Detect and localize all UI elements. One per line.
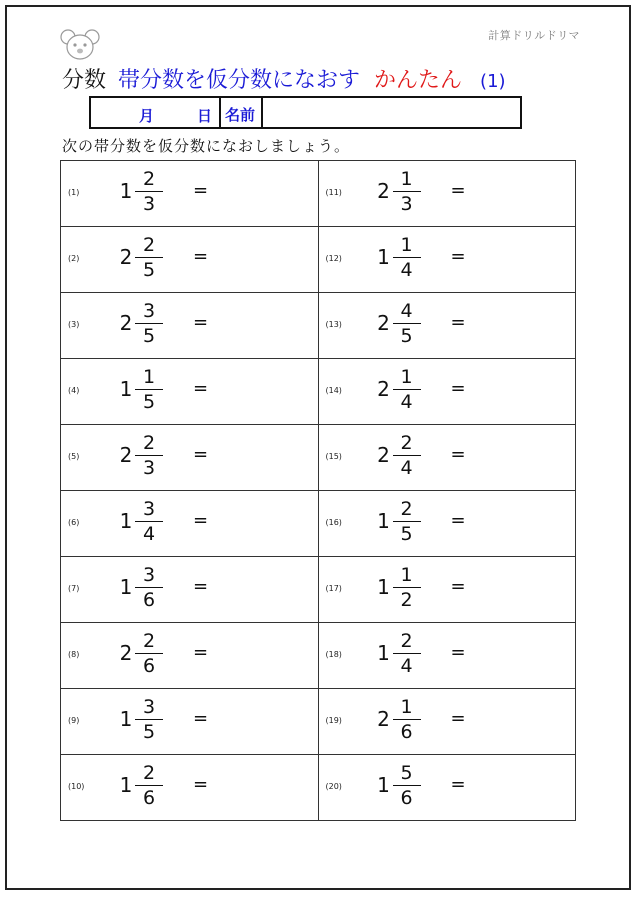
fraction bbox=[393, 498, 421, 545]
whole-number: 2 bbox=[377, 179, 390, 203]
problem-cell[interactable] bbox=[318, 425, 576, 491]
problem-number: (3) bbox=[68, 320, 80, 329]
numerator: 1 bbox=[400, 696, 413, 718]
fraction-bar bbox=[135, 521, 163, 522]
problem-row bbox=[61, 227, 576, 293]
date-name-box bbox=[89, 96, 522, 129]
denominator: 6 bbox=[400, 721, 413, 743]
whole-number: 1 bbox=[119, 179, 133, 203]
whole-number: 2 bbox=[119, 245, 133, 269]
problem-cell[interactable] bbox=[318, 755, 576, 821]
denominator: 5 bbox=[400, 523, 413, 545]
whole-number: 1 bbox=[377, 245, 390, 269]
equals-sign: = bbox=[450, 180, 466, 201]
problem-number: (11) bbox=[325, 188, 342, 197]
whole-number: 2 bbox=[377, 443, 390, 467]
day-label: 日 bbox=[197, 107, 213, 125]
problem-number: (7) bbox=[68, 584, 80, 593]
problem-number: (6) bbox=[68, 518, 80, 527]
fraction-bar bbox=[135, 785, 163, 786]
numerator: 2 bbox=[400, 498, 413, 520]
fraction bbox=[393, 630, 421, 677]
denominator: 3 bbox=[142, 457, 156, 479]
fraction-bar bbox=[135, 587, 163, 588]
whole-number: 1 bbox=[119, 773, 133, 797]
problem-grid bbox=[60, 160, 576, 821]
problem-number: (16) bbox=[325, 518, 342, 527]
problem-number: (8) bbox=[68, 650, 80, 659]
whole-number: 1 bbox=[377, 509, 390, 533]
numerator: 5 bbox=[400, 762, 413, 784]
equals-sign: = bbox=[450, 246, 466, 267]
fraction-bar bbox=[135, 653, 163, 654]
fraction bbox=[393, 366, 421, 413]
equals-sign: = bbox=[193, 774, 209, 795]
whole-number: 2 bbox=[377, 311, 390, 335]
numerator: 1 bbox=[400, 564, 413, 586]
problem-number: (1) bbox=[68, 188, 80, 197]
equals-sign: = bbox=[450, 444, 466, 465]
equals-sign: = bbox=[450, 774, 466, 795]
problem-row bbox=[61, 359, 576, 425]
problem-cell[interactable] bbox=[318, 293, 576, 359]
problem-row bbox=[61, 293, 576, 359]
problem-cell[interactable] bbox=[318, 161, 576, 227]
koala-logo-icon bbox=[60, 28, 100, 62]
title-topic: 帯分数を仮分数になおす bbox=[118, 68, 361, 93]
denominator: 5 bbox=[142, 391, 156, 413]
fraction-bar bbox=[393, 719, 421, 720]
numerator: 1 bbox=[400, 234, 413, 256]
fraction bbox=[393, 432, 421, 479]
whole-number: 2 bbox=[377, 377, 390, 401]
equals-sign: = bbox=[193, 378, 209, 399]
problem-cell[interactable] bbox=[61, 359, 319, 425]
fraction-bar bbox=[135, 719, 163, 720]
equals-sign: = bbox=[193, 642, 209, 663]
name-label: 名前 bbox=[221, 98, 263, 127]
fraction bbox=[135, 168, 163, 215]
fraction-bar bbox=[135, 389, 163, 390]
problem-number: (15) bbox=[325, 452, 342, 461]
numerator: 4 bbox=[400, 300, 413, 322]
problem-cell[interactable] bbox=[318, 359, 576, 425]
numerator: 2 bbox=[400, 432, 413, 454]
denominator: 4 bbox=[142, 523, 156, 545]
fraction-bar bbox=[393, 323, 421, 324]
problem-cell[interactable] bbox=[318, 491, 576, 557]
numerator: 2 bbox=[142, 432, 156, 454]
brand-text: 計算ドリルドリマ bbox=[488, 29, 580, 42]
equals-sign: = bbox=[193, 510, 209, 531]
fraction bbox=[135, 432, 163, 479]
date-field[interactable] bbox=[91, 98, 221, 127]
problem-number: (5) bbox=[68, 452, 80, 461]
problem-row bbox=[61, 623, 576, 689]
fraction bbox=[393, 168, 421, 215]
equals-sign: = bbox=[450, 510, 466, 531]
problem-cell[interactable] bbox=[61, 557, 319, 623]
numerator: 1 bbox=[142, 366, 156, 388]
fraction-bar bbox=[393, 389, 421, 390]
equals-sign: = bbox=[193, 180, 209, 201]
worksheet-title bbox=[62, 63, 506, 93]
problem-cell[interactable] bbox=[61, 755, 319, 821]
problem-row bbox=[61, 425, 576, 491]
fraction-bar bbox=[393, 653, 421, 654]
numerator: 2 bbox=[400, 630, 413, 652]
fraction-bar bbox=[393, 587, 421, 588]
denominator: 6 bbox=[142, 787, 156, 809]
fraction-bar bbox=[135, 323, 163, 324]
problem-row bbox=[61, 689, 576, 755]
equals-sign: = bbox=[450, 576, 466, 597]
problem-number: (17) bbox=[325, 584, 342, 593]
month-label: 月 bbox=[139, 107, 155, 125]
fraction bbox=[393, 234, 421, 281]
numerator: 2 bbox=[142, 234, 156, 256]
problem-cell[interactable] bbox=[61, 161, 319, 227]
numerator: 1 bbox=[400, 168, 413, 190]
problem-number: (13) bbox=[325, 320, 342, 329]
denominator: 5 bbox=[142, 259, 156, 281]
fraction bbox=[393, 300, 421, 347]
numerator: 1 bbox=[400, 366, 413, 388]
problem-number: (9) bbox=[68, 716, 80, 725]
name-field[interactable] bbox=[263, 98, 520, 127]
whole-number: 1 bbox=[119, 509, 133, 533]
problem-number: (2) bbox=[68, 254, 80, 263]
problem-cell[interactable] bbox=[61, 689, 319, 755]
denominator: 3 bbox=[142, 193, 156, 215]
denominator: 5 bbox=[142, 325, 156, 347]
problem-row bbox=[61, 161, 576, 227]
whole-number: 1 bbox=[377, 575, 390, 599]
instruction-text: 次の帯分数を仮分数になおしましょう。 bbox=[62, 137, 351, 155]
whole-number: 1 bbox=[377, 641, 390, 665]
equals-sign: = bbox=[193, 576, 209, 597]
problem-number: (14) bbox=[325, 386, 342, 395]
fraction bbox=[135, 762, 163, 809]
problem-cell[interactable] bbox=[61, 425, 319, 491]
problem-cell[interactable] bbox=[318, 227, 576, 293]
equals-sign: = bbox=[450, 312, 466, 333]
whole-number: 2 bbox=[119, 641, 133, 665]
problem-cell[interactable] bbox=[61, 491, 319, 557]
denominator: 3 bbox=[400, 193, 413, 215]
fraction bbox=[393, 696, 421, 743]
numerator: 3 bbox=[142, 696, 156, 718]
whole-number: 2 bbox=[119, 443, 133, 467]
denominator: 4 bbox=[400, 457, 413, 479]
numerator: 3 bbox=[142, 300, 156, 322]
fraction bbox=[393, 564, 421, 611]
equals-sign: = bbox=[193, 246, 209, 267]
whole-number: 1 bbox=[119, 377, 133, 401]
fraction bbox=[135, 234, 163, 281]
problem-row bbox=[61, 755, 576, 821]
problem-cell[interactable] bbox=[61, 293, 319, 359]
problem-row bbox=[61, 557, 576, 623]
equals-sign: = bbox=[450, 642, 466, 663]
problem-number: (12) bbox=[325, 254, 342, 263]
fraction-bar bbox=[393, 455, 421, 456]
equals-sign: = bbox=[450, 378, 466, 399]
fraction-bar bbox=[393, 785, 421, 786]
problem-number: (20) bbox=[325, 782, 342, 791]
denominator: 6 bbox=[142, 589, 156, 611]
fraction bbox=[135, 498, 163, 545]
fraction-bar bbox=[135, 257, 163, 258]
problem-number: (10) bbox=[68, 782, 85, 791]
numerator: 2 bbox=[142, 168, 156, 190]
problem-cell[interactable] bbox=[318, 689, 576, 755]
problem-number: (18) bbox=[325, 650, 342, 659]
equals-sign: = bbox=[193, 708, 209, 729]
fraction bbox=[135, 630, 163, 677]
equals-sign: = bbox=[193, 444, 209, 465]
title-level: かんたん bbox=[374, 68, 463, 93]
whole-number: 2 bbox=[377, 707, 390, 731]
denominator: 6 bbox=[400, 787, 413, 809]
whole-number: 1 bbox=[377, 773, 390, 797]
fraction bbox=[135, 300, 163, 347]
denominator: 4 bbox=[400, 391, 413, 413]
fraction-bar bbox=[393, 521, 421, 522]
numerator: 3 bbox=[142, 498, 156, 520]
fraction bbox=[135, 696, 163, 743]
problem-cell[interactable] bbox=[318, 623, 576, 689]
denominator: 4 bbox=[400, 655, 413, 677]
denominator: 5 bbox=[142, 721, 156, 743]
problem-cell[interactable] bbox=[61, 227, 319, 293]
fraction-bar bbox=[135, 191, 163, 192]
fraction-bar bbox=[393, 257, 421, 258]
fraction-bar bbox=[393, 191, 421, 192]
problem-cell[interactable] bbox=[61, 623, 319, 689]
whole-number: 1 bbox=[119, 707, 133, 731]
denominator: 2 bbox=[400, 589, 413, 611]
equals-sign: = bbox=[450, 708, 466, 729]
denominator: 6 bbox=[142, 655, 156, 677]
numerator: 2 bbox=[142, 762, 156, 784]
fraction bbox=[135, 564, 163, 611]
problem-number: (4) bbox=[68, 386, 80, 395]
numerator: 3 bbox=[142, 564, 156, 586]
problem-cell[interactable] bbox=[318, 557, 576, 623]
whole-number: 1 bbox=[119, 575, 133, 599]
equals-sign: = bbox=[193, 312, 209, 333]
problem-number: (19) bbox=[325, 716, 342, 725]
title-subject: 分数 bbox=[62, 68, 107, 93]
fraction bbox=[393, 762, 421, 809]
denominator: 4 bbox=[400, 259, 413, 281]
denominator: 5 bbox=[400, 325, 413, 347]
whole-number: 2 bbox=[119, 311, 133, 335]
title-sheet-number: (1) bbox=[480, 71, 506, 92]
fraction-bar bbox=[135, 455, 163, 456]
numerator: 2 bbox=[142, 630, 156, 652]
fraction bbox=[135, 366, 163, 413]
problem-row bbox=[61, 491, 576, 557]
